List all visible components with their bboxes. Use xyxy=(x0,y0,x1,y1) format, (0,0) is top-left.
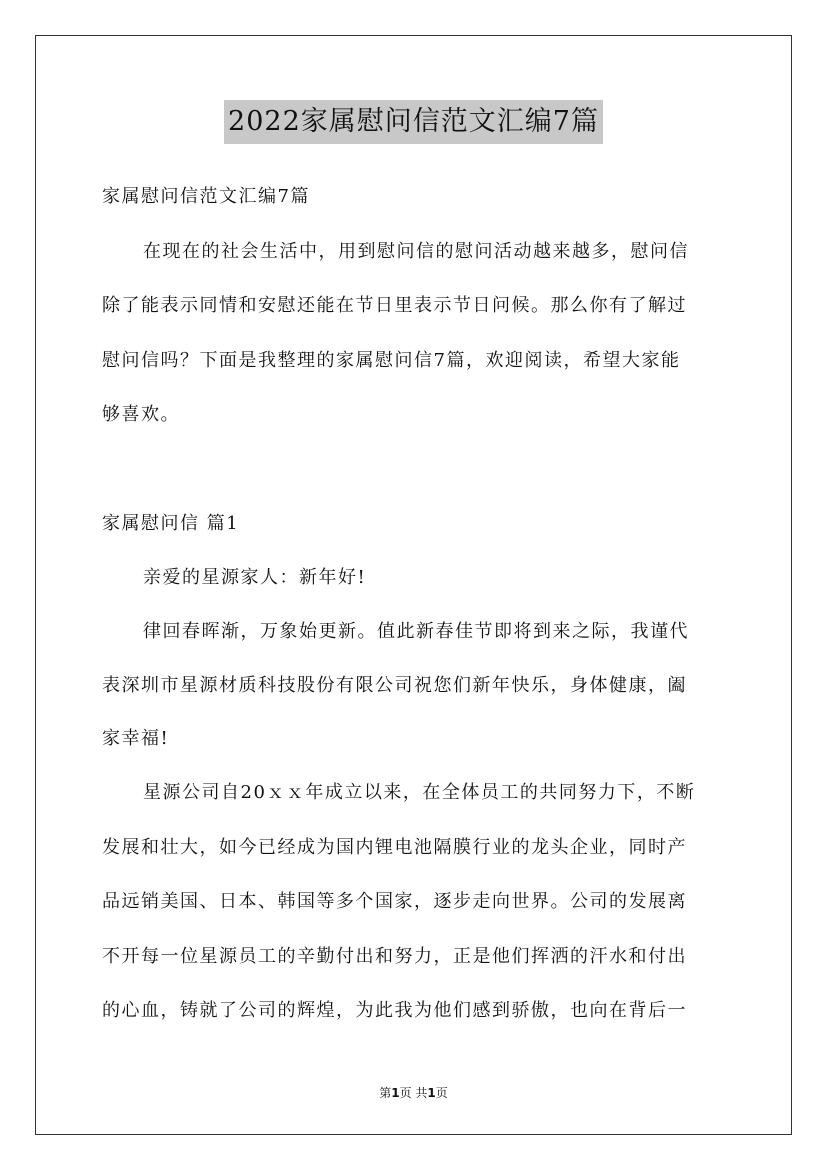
footer-prefix: 第 xyxy=(379,1086,392,1100)
footer-page-total: 1 xyxy=(427,1086,436,1100)
para1-line-1: 律回春晖渐，万象始更新。值此新春佳节即将到来之际，我谨代 xyxy=(143,621,689,642)
subtitle: 家属慰问信范文汇编7篇 xyxy=(102,186,310,207)
intro-line-4: 够喜欢。 xyxy=(102,404,180,425)
para2-line-4: 不开每一位星源员工的辛勤付出和努力，正是他们挥洒的汗水和付出 xyxy=(102,946,687,967)
para2-line-2: 发展和壮大，如今已经成为国内锂电池隔膜行业的龙头企业，同时产 xyxy=(102,837,687,858)
footer-page-number: 1 xyxy=(391,1086,400,1100)
page-footer xyxy=(0,1084,827,1101)
para2-line-5: 的心血，铸就了公司的辉煌，为此我为他们感到骄傲，也向在背后一 xyxy=(102,1000,687,1021)
para1-line-2: 表深圳市星源材质科技股份有限公司祝您们新年快乐，身体健康，阖 xyxy=(102,675,687,696)
title-block xyxy=(0,100,827,144)
footer-suffix: 页 xyxy=(435,1086,448,1100)
footer-mid: 页 共 xyxy=(399,1086,428,1100)
para2-line-1: 星源公司自20ｘｘ年成立以来，在全体员工的共同努力下，不断 xyxy=(143,782,696,803)
document-title: 2022家属慰问信范文汇编7篇 xyxy=(224,100,603,144)
greeting: 亲爱的星源家人：新年好! xyxy=(143,567,367,588)
intro-line-2: 除了能表示同情和安慰还能在节日里表示节日问候。那么你有了解过 xyxy=(102,295,687,316)
para2-line-3: 品远销美国、日本、韩国等多个国家，逐步走向世界。公司的发展离 xyxy=(102,891,687,912)
section-heading: 家属慰问信 篇1 xyxy=(102,513,240,534)
intro-line-3: 慰问信吗？下面是我整理的家属慰问信7篇，欢迎阅读，希望大家能 xyxy=(102,350,681,371)
intro-line-1: 在现在的社会生活中，用到慰问信的慰问活动越来越多，慰问信 xyxy=(143,241,689,262)
para1-line-3: 家幸福! xyxy=(102,728,170,749)
